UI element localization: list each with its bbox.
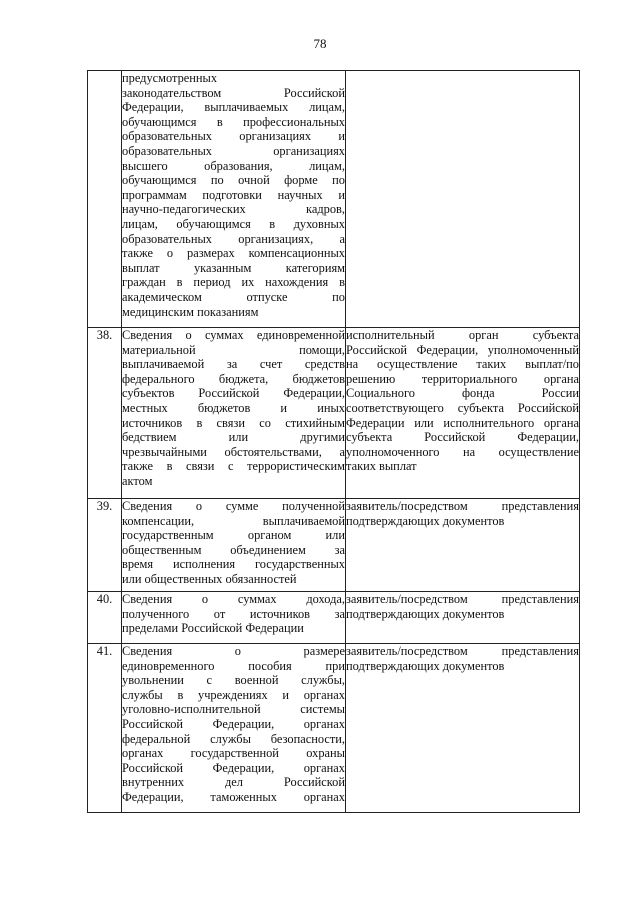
text-line: подтверждающих документов [346,658,505,673]
text-line: актом [122,473,153,488]
text-line: обучающимся в профессиональных [122,114,345,129]
text-line: Сведения о суммах единовременной [122,328,345,342]
text-line: академическом отпуске по [122,289,345,304]
info-source [346,592,580,644]
row-number: 38. [88,328,122,499]
document-table [87,70,580,813]
info-source [346,499,580,592]
table-row [88,328,580,499]
text-line: уполномоченного на осуществление [346,444,579,459]
text-line: Социального фонда России [346,386,579,401]
text-line: Сведения о размере [122,644,345,658]
text-line: на осуществление таких выплат/по [346,357,579,372]
text-line: федеральной службы безопасности, [122,731,345,746]
text-line: чрезвычайными обстоятельствами, а [122,444,345,459]
text-line: Российской Федерации, уполномоченный [346,342,579,357]
text-line: государственным органом или [122,528,345,543]
row-number: 39. [88,499,122,592]
table-row [88,71,580,328]
text-line: субъектов Российской Федерации, [122,386,345,401]
info-source [346,71,580,328]
text-line: соответствующего субъекта Российской [346,400,579,415]
text-line: внутренних дел Российской [122,775,345,790]
text-line: подтверждающих документов [346,606,505,621]
text-line: местных бюджетов и иных [122,400,345,415]
text-line: общественным объединением за [122,542,345,557]
text-line: исполнительный орган субъекта [346,328,579,342]
text-line: обучающимся по очной форме по [122,173,345,188]
page-number: 78 [313,36,327,51]
text-line: медицинским показаниям [122,304,259,319]
text-line: Федерации или исполнительного органа [346,415,579,430]
info-description [122,499,346,592]
info-description [122,644,346,813]
text-line: выплачиваемой за счет средств [122,357,345,372]
text-line: граждан в период их нахождения в [122,275,345,290]
text-line: законодательством Российской [122,85,345,100]
table-row [88,644,580,813]
info-description [122,71,346,328]
text-line: предусмотренных [122,71,218,85]
text-line: бедствием или другими [122,430,345,445]
text-line: органах государственной охраны [122,746,345,761]
table-row [88,592,580,644]
text-line: компенсации, выплачиваемой [122,513,345,528]
text-line: также о размерах компенсационных [122,246,345,261]
text-line: субъекта Российской Федерации, [346,430,579,445]
text-line: увольнении с военной службы, [122,673,345,688]
text-line: Сведения о суммах дохода, [122,592,345,606]
row-number [88,71,122,328]
text-line: решению территориального органа [346,371,579,386]
text-line: образовательных организациях [122,143,345,158]
text-line: научно-педагогических кадров, [122,202,345,217]
info-description [122,328,346,499]
text-line: Сведения о сумме полученной [122,499,345,513]
text-line: единовременного пособия при [122,658,345,673]
text-line: программам подготовки научных и [122,187,345,202]
text-line: заявитель/посредством представления [346,644,579,658]
text-line: высшего образования, лицам, [122,158,345,173]
info-source [346,328,580,499]
row-number: 41. [88,644,122,813]
row-number: 40. [88,592,122,644]
text-line: время исполнения государственных [122,557,345,572]
text-line: лицам, обучающимся в духовных [122,216,345,231]
text-line: Федерации, таможенных органах [122,789,345,804]
text-line: уголовно-исполнительной системы [122,702,345,717]
info-description [122,592,346,644]
info-source [346,644,580,813]
text-line: пределами Российской Федерации [122,621,304,636]
text-line: заявитель/посредством представления [346,592,579,606]
text-line: или общественных обязанностей [122,571,297,586]
text-line: Российской Федерации, органах [122,716,345,731]
text-line: материальной помощи, [122,342,345,357]
text-line: службы в учреждениях и органах [122,687,345,702]
text-line: полученного от источников за [122,606,345,621]
table-row [88,499,580,592]
text-line: выплат указанным категориям [122,260,345,275]
text-line: образовательных организациях и [122,129,345,144]
text-line: источников в связи со стихийным [122,415,345,430]
text-line: также в связи с террористическим [122,459,345,474]
text-line: образовательных организациях, а [122,231,345,246]
text-line: Российской Федерации, органах [122,760,345,775]
text-line: заявитель/посредством представления [346,499,579,513]
text-line: Федерации, выплачиваемых лицам, [122,100,345,115]
text-line: подтверждающих документов [346,513,505,528]
text-line: федерального бюджета, бюджетов [122,371,345,386]
text-line: таких выплат [346,459,417,474]
